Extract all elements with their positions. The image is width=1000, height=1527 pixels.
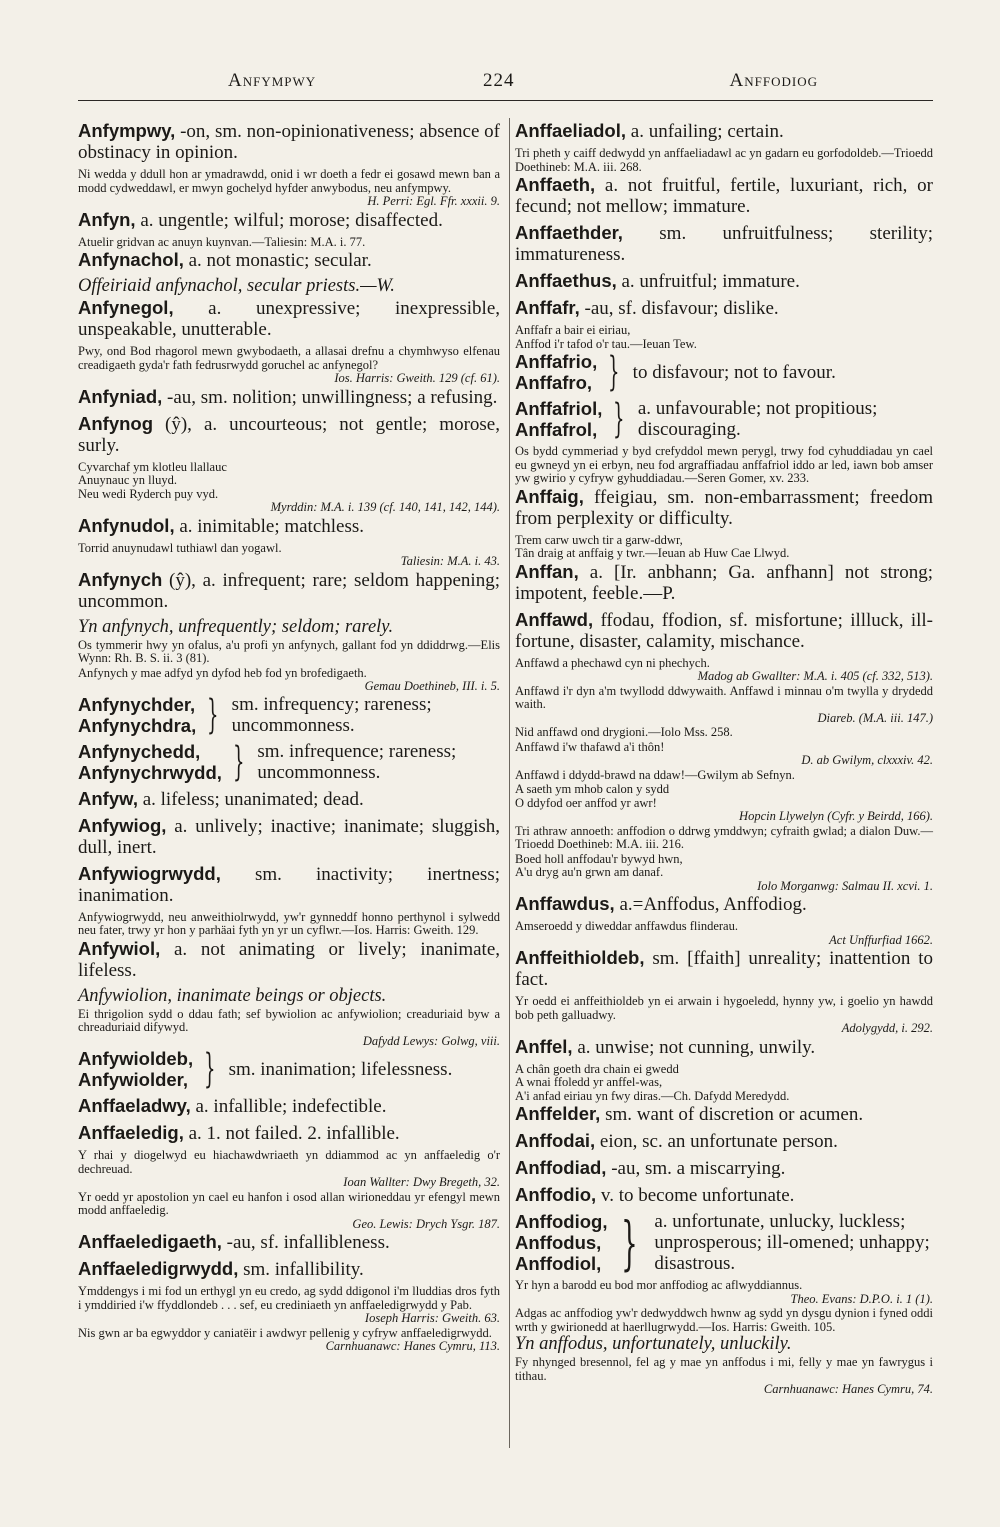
verse-line: Anuynauc yn lluyd. [78,473,177,487]
verse-line: Boed holl anffodau'r bywyd hwn, [515,851,683,866]
citation-quote: Anfywiogrwydd, neu anweithiolrwydd, yw'r gynneddf honno perthynol i sylwedd neu fater, trwy yr hon y parhäai fyth yn yr un cyflwr.—Ios. Harris: Gweith. 129. [78,909,500,937]
citation-quote: Fy nhynged bresennol, fel ag y mae yn anffodus i mi, felly y mae yn fawrygus i tithau. [515,1355,933,1383]
headword: Anffaethus, [515,270,617,291]
citation-quote: Pwy, ond Bod rhagorol mewn gwybodaeth, a allasai drefnu a chymhwyso elfenau creadigaeth gyda'r fath fedrusrwydd goruchel ac anfynegol? [78,344,500,372]
grouped-entry [515,398,933,440]
running-header [78,70,928,96]
definition-text: a. unfruitful; immature. [616,271,800,292]
brace-symbol: } [608,349,620,395]
verse-quote [78,461,500,502]
dictionary-entry [515,1184,933,1206]
definition-text: -on, sm. non-opinionativeness; absence of obstinacy in opinion. [78,121,500,163]
left-column [78,120,500,1354]
headword: Anfynychrwydd, [78,761,222,783]
citation-source: Carnhuanawc: Hanes Cymru, 74. [763,1382,933,1396]
citation-quote: Adgas ac anffodiog yw'r dedwyddwch hwnw ag sydd yn dysgu dynion i fyned oddi wrth y gwirionedd at haerllugrwydd.—Ios. Harris: Gweith. 105. [515,1306,933,1334]
citation-quote: Ni wedda y ddull hon ar ymadrawdd, onid i wr doeth a fedr ei gosawd mewn ban a modd cydweddawl, er mwyn gochelyd hyfder anwybodus, neu anfympwy. [78,167,500,195]
definition-text: a. lifeless; unanimated; dead. [137,788,364,810]
dictionary-entry [78,297,500,340]
headword-group [78,694,196,736]
headword: Anfywioldeb, [78,1048,194,1069]
citation-quote: Yr oedd yr apostolion yn cael eu hanfon i osod allan wirioneddau yr efengyl mewn modd anffaeledig. [78,1189,500,1217]
definition-text: sm. unfruitfulness; sterility; immatureness. [515,223,933,265]
verse-quote [515,1063,933,1104]
citation-source: Taliesin: M.A. i. 43. [400,554,500,568]
citation-quote: Tri athraw annoeth: anffodion o ddrwg ymddwyn; cyfraith gwlad; a dialon Duw.—Trioedd Doethineb: M.A. iii. 216. [515,823,933,851]
dictionary-entry [515,174,933,217]
dictionary-entry [78,1095,500,1117]
verse-line: O ddyfod oer anffod yr awr! [515,795,657,810]
definition-text: a. unwise; not cunning, unwily. [572,1036,816,1058]
dictionary-entry [78,788,500,810]
citation-quote: Amseroedd y diweddar anffawdus flinderau. [515,919,738,933]
definition-text: a. not animating or lively; inanimate, lifeless. [78,938,500,981]
dictionary-entry [78,815,500,858]
citation-quote: Tri pheth y caiff dedwydd yn anffaeliadawl ac yn gadarn eu gorfodoldeb.—Trioedd Doethineb: M.A. iii. 268. [515,146,933,174]
definition-text: -au, sm. nolition; unwillingness; a refusing. [162,386,498,408]
headword: Anfyw, [78,787,138,809]
headword: Anfywiogrwydd, [78,862,221,884]
definition-text: to disfavour; not to favour. [632,361,836,383]
definition-text: a. inimitable; matchless. [174,515,365,537]
headword-group [515,1211,607,1274]
dictionary-entry [78,120,500,163]
dictionary-entry [515,1157,933,1179]
dictionary-entry [515,1130,933,1152]
grouped-entry [515,351,933,393]
citation-source: D. ab Gwilym, clxxxiv. 42. [801,753,933,767]
verse-quote [515,853,933,880]
citation-quote: Anffawd i'w thafawd a'i thôn! [515,739,665,754]
citation-source: Diareb. (M.A. iii. 147.) [817,710,933,725]
headword-group [515,398,602,440]
definition-text: sm. [ffaith] unreality; inattention to fact. [515,948,933,990]
verse-line: Anffod i'r tafod o'r tau.—Ieuan Tew. [515,336,697,351]
right-column [515,120,933,1397]
header-first-word: Anfympwy [228,70,317,91]
dictionary-entry [515,1103,933,1125]
citation-source: Madog ab Gwallter: M.A. i. 405 (cf. 332, 513). [697,669,933,683]
column-divider [509,118,510,1448]
verse-quote [515,783,933,810]
headword: Anfynychder, [78,693,196,715]
definition-text: sm. infrequency; rareness; uncommonness. [231,693,432,736]
headword: Anffaeledigrwydd, [78,1258,239,1279]
definition-text: a. not fruitful, fertile, luxuriant, rich, or fecund; not mellow; immature. [515,175,933,217]
verse-line: A'i anfad eiriau yn fwy diras.—Ch. Dafydd Meredydd. [515,1088,790,1103]
headword: Anffafrio, [515,351,598,372]
dictionary-entry [78,1258,500,1280]
citation-source: Myrddin: M.A. i. 139 (cf. 140, 141, 142, 144). [270,500,500,514]
phrase-definition: Anfywiolion, inanimate beings or objects. [78,985,387,1006]
definition-text: a.=Anffodus, Anffodiog. [614,894,807,915]
headword: Anffafrol, [515,419,598,440]
brace-symbol: } [207,691,219,738]
citation-quote: Anffawd a phechawd cyn ni phechych. [515,655,710,670]
brace-symbol: } [204,1046,216,1092]
headword: Anffan, [515,560,579,582]
citation-source: Carnhuanawc: Hanes Cymru, 113. [325,1339,500,1353]
citation-source: Theo. Evans: D.P.O. i. 1 (1). [790,1291,933,1306]
headword: Anffaeladwy, [78,1095,191,1116]
verse-line: Neu wedi Ryderch puy vyd. [78,486,219,501]
headword: Anffaeth, [515,174,596,195]
verse-line: Anffafr a bair ei eiriau, [515,323,631,337]
headword-group [515,351,597,393]
headword: Anffeithioldeb, [515,947,645,968]
headword: Anfynegol, [78,297,174,318]
dictionary-entry [78,386,500,408]
headword: Anffodiad, [515,1157,607,1178]
verse-line: A wnai ffoledd yr anffel-was, [515,1075,663,1089]
definition-text: sm. infallibility. [238,1259,364,1280]
citation-source: Ios. Harris: Gweith. 129 (cf. 61). [334,371,500,385]
definition-text: -au, sf. infallibleness. [221,1232,390,1253]
verse-quote [515,324,933,351]
headword: Anffawd, [515,608,594,630]
header-rule [78,100,933,101]
brace-symbol: } [613,396,625,442]
headword: Anfynachol, [78,249,184,270]
citation-source: Dafydd Lewys: Golwg, viii. [362,1033,500,1048]
dictionary-entry [515,893,933,915]
dictionary-entry [78,938,500,981]
headword: Anffaeledigaeth, [78,1231,222,1252]
headword-group [78,1048,193,1090]
headword: Anffaig, [515,485,584,507]
definition-text: sm. infrequence; rareness; uncommonness. [257,740,457,783]
dictionary-entry [78,209,500,231]
headword: Anfyniad, [78,385,163,407]
headword: Anffaethder, [515,222,623,243]
dictionary-entry [78,515,500,537]
headword: Anfympwy, [78,120,176,141]
dictionary-entry [78,1122,500,1144]
citation-quote: Nid anffawd ond drygioni.—Iolo Mss. 258. [515,725,733,739]
phrase-definition: Yn anffodus, unfortunately, unluckily. [515,1334,792,1354]
citation-source: Geo. Lewis: Drych Ysgr. 187. [352,1216,500,1231]
citation-quote: Nis gwn ar ba egwyddor y caniatëir i awdwyr pellenig y cyfryw anffaeledigrwydd. [78,1325,492,1340]
definition-text: a. unfavourable; not propitious; discouraging. [637,398,878,440]
citation-quote: Anfynych y mae adfyd yn dyfod heb fod yn brofedigaeth. [78,665,367,680]
citation-quote: Yr oedd ei anffeithioldeb yn ei arwain i hygoeledd, hynny yw, i goelio yn hawdd bob peth galluadwy. [515,994,933,1022]
headword: Anffafriol, [515,398,603,419]
citation-source: Hopcin Llywelyn (Cyfr. y Beirdd, 166). [739,809,933,823]
headword: Anfynog [78,412,154,434]
headword: Anffodus, [515,1232,602,1253]
headword: Anfynychdra, [78,714,197,736]
verse-quote [515,534,933,561]
dictionary-entry [515,1036,933,1058]
citation-source: Iolo Morganwg: Salmau II. xcvi. 1. [757,878,933,893]
page-number: 224 [483,70,515,91]
citation-quote: Y rhai y diogelwyd eu hiachawdwriaeth yn ddiammod ac yn anffaeledig o'r dechreuad. [78,1148,500,1176]
dictionary-entry [78,863,500,906]
dictionary-entry [78,413,500,456]
definition-text: eion, sc. an unfortunate person. [595,1131,838,1152]
grouped-entry [78,1048,500,1090]
definition-text: -au, sm. a miscarrying. [606,1158,786,1179]
citation-source: Ioseph Harris: Gweith. 63. [364,1311,500,1325]
definition-text: sm. inanimation; lifelessness. [228,1058,453,1080]
citation-quote: Torrid anuynudawl tuthiawl dan yogawl. [78,540,282,555]
dictionary-entry [515,120,933,142]
citation-source: Act Unffurfiad 1662. [829,932,933,947]
dictionary-entry [78,249,500,271]
dictionary-entry [515,270,933,292]
dictionary-entry [515,222,933,265]
citation-source: H. Perri: Egl. Ffr. xxxii. 9. [367,194,500,208]
definition-text: ffodau, ffodion, sf. misfortune; illluck, ill-fortune, disaster, calamity, mischance. [515,609,933,652]
headword: Anffaeliadol, [515,120,627,141]
definition-text: a. not monastic; secular. [183,250,372,271]
definition-text: a. ungentle; wilful; morose; disaffected. [135,209,443,231]
verse-line: A saeth ym mhob calon y sydd [515,782,670,796]
definition-text: a. [Ir. anbhann; Ga. anfhann] not strong; impotent, feeble.—P. [515,561,933,604]
citation-quote: Anffawd i ddydd-brawd na ddaw!—Gwilym ab Sefnyn. [515,767,795,782]
brace-symbol: } [232,738,245,785]
definition-text: a. unlively; inactive; inanimate; sluggish, dull, inert. [78,815,500,858]
headword: Anffodiog, [515,1211,608,1232]
definition-text: sm. inactivity; inertness; inanimation. [78,863,500,906]
verse-line: Cyvarchaf ym klotleu llallauc [78,459,227,474]
headword: Anfywiol, [78,937,161,959]
headword: Anffelder, [515,1103,601,1124]
phrase-definition: Yn anfynych, unfrequently; seldom; rarely. [78,616,394,637]
definition-text: v. to become unfortunate. [596,1185,795,1206]
citation-quote: Ei thrigolion sydd o ddau fath; sef bywiolion ac anfywiolion; creaduriaid byw a chreaduriaid difywyd. [78,1006,500,1034]
grouped-entry [78,738,500,785]
headword: Anffodio, [515,1184,597,1205]
headword: Anfynudol, [78,514,175,536]
definition-text: ffeigiau, sm. non-embarrassment; freedom from perplexity or difficulty. [515,486,933,529]
headword: Anfynychedd, [78,740,201,762]
headword: Anfynych [78,568,163,590]
verse-line: Trem carw uwch tir a garw-ddwr, [515,532,683,547]
dictionary-entry [515,947,933,990]
grouped-entry [78,691,500,738]
citation-quote: Os tymmerir hwy yn ofalus, a'u profi yn anfynych, gallant fod yn ddiddrwg.—Elis Wynn: Rh. B. S. ii. 3 (81). [78,637,500,665]
citation-source: Adolygydd, i. 292. [841,1021,933,1035]
verse-line: A'u dryg au'n grwn am danaf. [515,865,664,879]
headword: Anfyn, [78,208,136,230]
headword: Anffel, [515,1035,573,1057]
verse-line: Tân draig at anffaig y twr.—Ieuan ab Huw Cae Llwyd. [515,546,790,560]
dictionary-entry [515,561,933,604]
headword: Anffafro, [515,372,593,393]
citation-source: Gemau Doethineb, III. i. 5. [364,679,500,693]
citation-source: Ioan Wallter: Dwy Bregeth, 32. [343,1175,500,1189]
headword-group [78,741,222,783]
header-last-word: Anffodiog [729,70,818,91]
headword: Anfywiog, [78,814,167,836]
definition-text: a. unexpressive; inexpressible, unspeakable, unutterable. [78,298,500,340]
headword: Anfywiolder, [78,1069,188,1090]
dictionary-entry [515,297,933,319]
citation-quote: Atuelir gridvan ac anuyn kuynvan.—Taliesin: M.A. i. 77. [78,234,366,249]
verse-line: A chân goeth dra chain ei gwedd [515,1061,679,1076]
definition-text: (ŷ), a. uncourteous; not gentle; morose, surly. [78,413,500,456]
dictionary-entry [515,486,933,529]
grouped-entry [515,1208,933,1277]
definition-text: sm. want of discretion or acumen. [600,1104,864,1125]
citation-quote: Anffawd i'r dyn a'm twyllodd ddwywaith. Anffawd i minnau o'm twylla y drydedd waith. [515,683,933,711]
headword: Anffaeledig, [78,1122,184,1143]
headword: Anffawdus, [515,893,615,914]
definition-text: a. infallible; indefectible. [190,1096,387,1117]
headword: Anffodai, [515,1130,596,1151]
dictionary-entry [78,1231,500,1253]
headword: Anffafr, [515,297,580,318]
citation-quote: Ymddengys i mi fod un erthygl yn eu credo, ag sydd ddigonol i'm lluddias dros fyth i ymddiried i'w ffyddlondeb . . . sef, eu crediniaeth yn anffaeledigrwydd y Pab. [78,1284,500,1312]
definition-text: -au, sf. disfavour; dislike. [579,298,779,319]
citation-quote: Yr hyn a barodd eu bod mor anffodiog ac aflwyddiannus. [515,1278,803,1292]
brace-symbol: } [621,1208,639,1277]
dictionary-entry [78,569,500,612]
headword: Anffodiol, [515,1253,602,1274]
citation-quote: Os bydd cymmeriad y byd crefyddol mewn perygl, trwy fod cyhuddiadau yn cael eu gwneyd yn ei erbyn, neu fod argraffiadau anffafriol iddo ar led, iawn bob amser yw gwirio y cyfryw gyhuddiadau.—Seren Gomer, xv. 233. [515,444,933,485]
dictionary-entry [515,609,933,652]
phrase-definition: Offeiriaid anfynachol, secular priests.—W. [78,276,395,296]
definition-text: (ŷ), a. infrequent; rare; seldom happening; uncommon. [78,569,500,612]
definition-text: a. unfailing; certain. [626,121,784,142]
definition-text: a. unfortunate, unlucky, luckless; unprosperous; ill-omened; unhappy; disastrous. [654,1211,930,1274]
definition-text: a. 1. not failed. 2. infallible. [183,1123,400,1144]
